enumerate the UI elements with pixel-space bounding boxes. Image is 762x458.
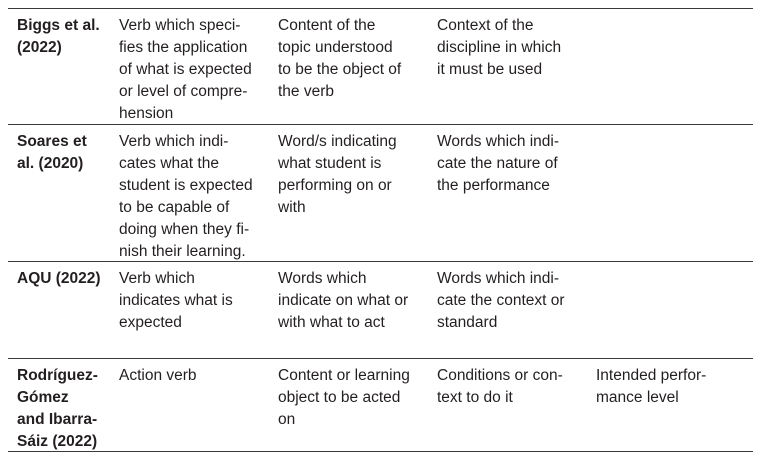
table-row bbox=[8, 8, 753, 124]
table-row bbox=[8, 358, 753, 452]
context-cell: Words which indi- cate the context or standard bbox=[437, 270, 565, 331]
table-row bbox=[8, 124, 753, 261]
comparison-table bbox=[8, 8, 753, 452]
verb-cell: Verb which indicates what is expected bbox=[119, 270, 233, 331]
table-row bbox=[8, 261, 753, 358]
verb-cell: Verb which indi- cates what the student is expected to be capable of doing when they fi- nish their learning. bbox=[119, 133, 253, 260]
context-cell: Context of the discipline in which it must be used bbox=[437, 17, 562, 78]
content-cell: Word/s indicating what student is performing on or with bbox=[278, 133, 397, 216]
verb-cell: Action verb bbox=[119, 367, 197, 384]
content-cell: Content of the topic understood to be the object of the verb bbox=[278, 17, 402, 100]
author-cell: Rodríguez- Gómez and Ibarra- Sáiz (2022) bbox=[17, 367, 98, 450]
context-cell: Conditions or con- text to do it bbox=[437, 367, 563, 406]
author-cell: Soares et al. (2020) bbox=[17, 133, 87, 172]
level-cell: Intended perfor- mance level bbox=[596, 367, 707, 406]
verb-cell: Verb which speci- fies the application of what is expected or level of compre- hension bbox=[119, 17, 252, 122]
context-cell: Words which indi- cate the nature of the performance bbox=[437, 133, 560, 194]
content-cell: Content or learning object to be acted on bbox=[278, 367, 410, 428]
author-cell: AQU (2022) bbox=[17, 270, 101, 287]
content-cell: Words which indicate on what or with what to act bbox=[278, 270, 409, 331]
author-cell: Biggs et al. (2022) bbox=[17, 17, 100, 56]
